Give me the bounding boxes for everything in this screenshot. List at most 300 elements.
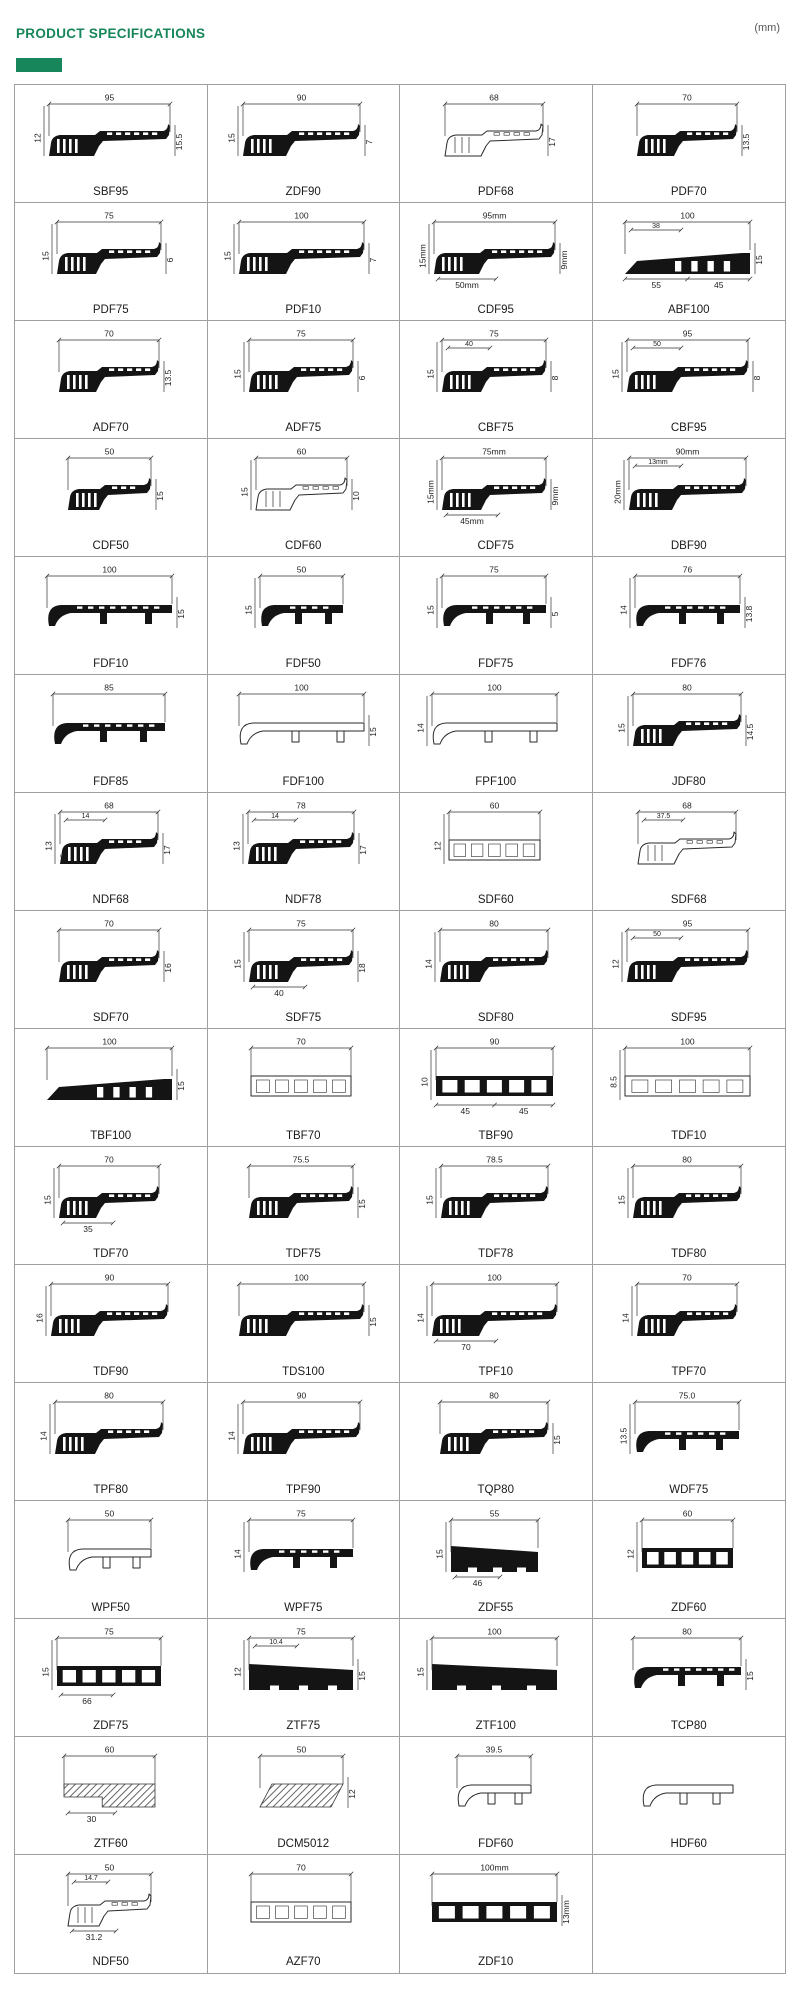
profile-cell-TDF75 bbox=[208, 1147, 401, 1265]
profile-drawing bbox=[210, 680, 396, 776]
profile-cell-DCM5012 bbox=[208, 1737, 401, 1855]
profile-label: ADF75 bbox=[285, 422, 322, 434]
profile-drawing bbox=[596, 444, 782, 540]
profile-drawing bbox=[210, 444, 396, 540]
profile-label: SDF68 bbox=[670, 894, 707, 906]
profile-drawing bbox=[596, 1742, 782, 1838]
svg-text:14: 14 bbox=[81, 813, 90, 820]
profile-cell-TQP80 bbox=[400, 1383, 593, 1501]
svg-text:15: 15 bbox=[744, 1671, 755, 1681]
profile-drawing bbox=[18, 1624, 204, 1720]
svg-text:13mm: 13mm bbox=[560, 1900, 571, 1924]
svg-text:45: 45 bbox=[713, 280, 724, 290]
profile-cell-FDF76 bbox=[593, 557, 786, 675]
profile-drawing bbox=[596, 208, 782, 304]
profile-label: NDF78 bbox=[285, 894, 322, 906]
profile-cell-DBF90 bbox=[593, 439, 786, 557]
svg-text:10: 10 bbox=[419, 1077, 430, 1087]
profile-label: ZDF90 bbox=[285, 186, 321, 198]
profile-drawing bbox=[403, 90, 589, 186]
svg-text:14: 14 bbox=[618, 605, 629, 615]
profile-cell-HDF60 bbox=[593, 1737, 786, 1855]
profile-label: CDF95 bbox=[477, 304, 514, 316]
profile-drawing bbox=[403, 1506, 589, 1602]
svg-text:15: 15 bbox=[610, 369, 621, 379]
profile-cell-CBF75 bbox=[400, 321, 593, 439]
profile-drawing bbox=[403, 1152, 589, 1248]
profile-label: SBF95 bbox=[93, 186, 129, 198]
svg-text:10: 10 bbox=[351, 491, 362, 501]
profile-drawing bbox=[403, 562, 589, 658]
svg-text:95: 95 bbox=[682, 918, 692, 929]
profile-cell-TDF78 bbox=[400, 1147, 593, 1265]
svg-text:80: 80 bbox=[682, 1154, 692, 1165]
svg-text:76: 76 bbox=[682, 564, 692, 575]
svg-text:75mm: 75mm bbox=[481, 446, 506, 457]
svg-text:16: 16 bbox=[34, 1313, 45, 1323]
svg-text:80: 80 bbox=[682, 682, 692, 693]
svg-text:15: 15 bbox=[357, 1199, 368, 1209]
svg-text:15: 15 bbox=[368, 1317, 379, 1327]
svg-text:15: 15 bbox=[368, 727, 379, 737]
profile-label: TPF80 bbox=[93, 1484, 128, 1496]
profile-label: PDF68 bbox=[477, 186, 514, 198]
svg-text:15: 15 bbox=[753, 255, 764, 265]
svg-text:17: 17 bbox=[546, 137, 557, 147]
svg-text:70: 70 bbox=[296, 1862, 306, 1873]
svg-text:75: 75 bbox=[296, 328, 306, 339]
svg-text:12: 12 bbox=[625, 1549, 636, 1559]
profile-cell-AZF70 bbox=[208, 1855, 401, 1973]
profile-cell-CDF50 bbox=[15, 439, 208, 557]
profile-label: FDF85 bbox=[93, 776, 129, 788]
profile-label: SDF70 bbox=[92, 1012, 129, 1024]
svg-text:95: 95 bbox=[682, 328, 692, 339]
svg-text:40: 40 bbox=[464, 341, 473, 348]
svg-text:50: 50 bbox=[297, 1744, 307, 1755]
svg-text:6: 6 bbox=[357, 375, 368, 381]
svg-text:14.5: 14.5 bbox=[744, 723, 755, 741]
profile-cell-FDF60 bbox=[400, 1737, 593, 1855]
svg-text:15: 15 bbox=[42, 1195, 53, 1205]
profile-label: ZTF75 bbox=[286, 1720, 321, 1732]
profile-drawing bbox=[18, 208, 204, 304]
svg-text:15: 15 bbox=[357, 1671, 368, 1681]
profile-drawing bbox=[210, 208, 396, 304]
svg-text:50: 50 bbox=[104, 446, 114, 457]
profile-cell-ZDF10 bbox=[400, 1855, 593, 1973]
svg-text:100: 100 bbox=[294, 210, 309, 221]
profile-drawing bbox=[403, 326, 589, 422]
profile-label: TQP80 bbox=[477, 1484, 514, 1496]
profile-cell-PDF75 bbox=[15, 203, 208, 321]
svg-text:40: 40 bbox=[274, 988, 284, 998]
profile-drawing bbox=[18, 680, 204, 776]
svg-text:14: 14 bbox=[415, 1313, 426, 1323]
profile-label: CBF95 bbox=[670, 422, 707, 434]
profile-cell-TBF100 bbox=[15, 1029, 208, 1147]
profile-cell-NDF50 bbox=[15, 1855, 208, 1973]
profile-cell-CBF95 bbox=[593, 321, 786, 439]
profile-cell-SDF60 bbox=[400, 793, 593, 911]
svg-text:6: 6 bbox=[164, 257, 175, 263]
svg-text:68: 68 bbox=[682, 800, 692, 811]
svg-text:14.7: 14.7 bbox=[83, 1875, 98, 1882]
profile-cell-TDF10 bbox=[593, 1029, 786, 1147]
profile-label: SDF80 bbox=[477, 1012, 514, 1024]
profile-label: CBF75 bbox=[477, 422, 514, 434]
profile-label: TDF80 bbox=[671, 1248, 707, 1260]
svg-text:60: 60 bbox=[682, 1508, 692, 1519]
svg-text:78.5: 78.5 bbox=[485, 1154, 503, 1165]
svg-text:14: 14 bbox=[232, 1549, 243, 1559]
profile-cell-JDF80 bbox=[593, 675, 786, 793]
profile-label: TDF78 bbox=[478, 1248, 514, 1260]
svg-text:17: 17 bbox=[161, 845, 172, 855]
profile-drawing bbox=[18, 1152, 204, 1248]
profile-drawing bbox=[210, 798, 396, 894]
profile-cell-FDF10 bbox=[15, 557, 208, 675]
profile-cell-ZTF75 bbox=[208, 1619, 401, 1737]
svg-text:95: 95 bbox=[104, 92, 114, 103]
svg-text:14: 14 bbox=[423, 959, 434, 969]
profile-drawing bbox=[596, 1388, 782, 1484]
svg-text:100: 100 bbox=[487, 682, 502, 693]
svg-text:75: 75 bbox=[489, 564, 499, 575]
profile-label: AZF70 bbox=[285, 1956, 321, 1968]
profile-cell-SBF95 bbox=[15, 85, 208, 203]
profile-cell-PDF10 bbox=[208, 203, 401, 321]
profile-cell-TBF70 bbox=[208, 1029, 401, 1147]
profile-drawing bbox=[596, 1624, 782, 1720]
profile-drawing bbox=[18, 90, 204, 186]
profile-label: CDF75 bbox=[477, 540, 514, 552]
profile-label: PDF10 bbox=[285, 304, 322, 316]
profile-drawing bbox=[403, 208, 589, 304]
svg-text:12: 12 bbox=[432, 841, 443, 851]
svg-text:70: 70 bbox=[296, 1036, 306, 1047]
svg-text:70: 70 bbox=[682, 1272, 692, 1283]
svg-text:12: 12 bbox=[32, 133, 43, 143]
profile-drawing bbox=[596, 1152, 782, 1248]
svg-text:9mm: 9mm bbox=[549, 486, 560, 506]
profile-label: DCM5012 bbox=[277, 1838, 330, 1850]
svg-text:50mm: 50mm bbox=[454, 280, 479, 290]
svg-text:45mm: 45mm bbox=[459, 516, 484, 526]
profile-label: TPF70 bbox=[671, 1366, 706, 1378]
svg-text:17: 17 bbox=[358, 845, 369, 855]
profile-drawing bbox=[403, 1624, 589, 1720]
profile-cell-WPF75 bbox=[208, 1501, 401, 1619]
svg-text:50: 50 bbox=[297, 564, 307, 575]
profile-cell-ZTF60 bbox=[15, 1737, 208, 1855]
svg-text:15: 15 bbox=[425, 369, 436, 379]
svg-text:38: 38 bbox=[651, 223, 660, 230]
profile-label: FPF100 bbox=[475, 776, 517, 788]
profile-drawing bbox=[596, 916, 782, 1012]
svg-text:100mm: 100mm bbox=[480, 1862, 509, 1873]
profile-drawing bbox=[18, 444, 204, 540]
svg-text:15: 15 bbox=[415, 1667, 426, 1677]
profile-drawing bbox=[210, 1388, 396, 1484]
profile-cell-WPF50 bbox=[15, 1501, 208, 1619]
svg-text:100: 100 bbox=[680, 1036, 695, 1047]
svg-text:75: 75 bbox=[296, 918, 306, 929]
profile-drawing bbox=[403, 444, 589, 540]
svg-text:13mm: 13mm bbox=[648, 459, 668, 466]
profile-drawing bbox=[210, 326, 396, 422]
svg-text:35: 35 bbox=[83, 1224, 93, 1234]
profile-cell-ABF100 bbox=[593, 203, 786, 321]
svg-text:70: 70 bbox=[104, 328, 114, 339]
profile-cell-TPF80 bbox=[15, 1383, 208, 1501]
profile-cell-TDF70 bbox=[15, 1147, 208, 1265]
svg-text:46: 46 bbox=[472, 1578, 482, 1588]
profile-label: WPF75 bbox=[284, 1602, 323, 1614]
svg-text:15: 15 bbox=[175, 609, 186, 619]
profile-cell-TPF10 bbox=[400, 1265, 593, 1383]
svg-text:90: 90 bbox=[297, 1390, 307, 1401]
profile-label: ZDF60 bbox=[671, 1602, 707, 1614]
spec-grid bbox=[14, 84, 786, 1974]
profile-drawing bbox=[596, 90, 782, 186]
profile-drawing bbox=[210, 562, 396, 658]
svg-text:75: 75 bbox=[104, 210, 114, 221]
svg-text:15: 15 bbox=[232, 959, 243, 969]
svg-text:100: 100 bbox=[102, 564, 117, 575]
svg-text:15: 15 bbox=[175, 1081, 186, 1091]
svg-text:90: 90 bbox=[104, 1272, 114, 1283]
svg-text:15: 15 bbox=[551, 1435, 562, 1445]
profile-drawing bbox=[18, 798, 204, 894]
svg-text:15mm: 15mm bbox=[425, 480, 436, 504]
profile-label: TDF10 bbox=[671, 1130, 707, 1142]
svg-text:14: 14 bbox=[271, 813, 280, 820]
profile-drawing bbox=[596, 1270, 782, 1366]
svg-text:100: 100 bbox=[487, 1626, 502, 1637]
profile-drawing bbox=[403, 1270, 589, 1366]
accent-swatch bbox=[16, 58, 62, 72]
profile-cell-SDF80 bbox=[400, 911, 593, 1029]
svg-text:100: 100 bbox=[680, 210, 695, 221]
svg-text:70: 70 bbox=[104, 1154, 114, 1165]
svg-text:15: 15 bbox=[239, 487, 250, 497]
profile-cell-SDF75 bbox=[208, 911, 401, 1029]
svg-text:8: 8 bbox=[549, 375, 560, 381]
profile-drawing bbox=[210, 1034, 396, 1130]
profile-drawing bbox=[18, 1270, 204, 1366]
profile-cell-ZDF60 bbox=[593, 1501, 786, 1619]
profile-drawing bbox=[596, 680, 782, 776]
profile-cell-ZDF90 bbox=[208, 85, 401, 203]
svg-text:13.5: 13.5 bbox=[618, 1427, 629, 1445]
svg-text:80: 80 bbox=[682, 1626, 692, 1637]
profile-cell-ADF75 bbox=[208, 321, 401, 439]
svg-text:55: 55 bbox=[651, 280, 661, 290]
svg-text:50: 50 bbox=[104, 1862, 114, 1873]
svg-text:12: 12 bbox=[232, 1667, 243, 1677]
profile-label: WPF50 bbox=[91, 1602, 130, 1614]
profile-drawing bbox=[403, 1034, 589, 1130]
svg-text:80: 80 bbox=[104, 1390, 114, 1401]
profile-label: PDF70 bbox=[670, 186, 707, 198]
svg-text:15: 15 bbox=[434, 1549, 445, 1559]
svg-text:15mm: 15mm bbox=[417, 244, 428, 268]
profile-drawing bbox=[210, 1506, 396, 1602]
svg-text:70: 70 bbox=[104, 918, 114, 929]
profile-drawing bbox=[18, 562, 204, 658]
profile-label: ZDF55 bbox=[478, 1602, 514, 1614]
svg-text:75: 75 bbox=[104, 1626, 114, 1637]
svg-text:45: 45 bbox=[460, 1106, 470, 1116]
profile-drawing bbox=[210, 1624, 396, 1720]
svg-text:68: 68 bbox=[104, 800, 114, 811]
profile-cell-PDF70 bbox=[593, 85, 786, 203]
profile-cell-TDF80 bbox=[593, 1147, 786, 1265]
profile-drawing bbox=[596, 1034, 782, 1130]
profile-label: TBF90 bbox=[478, 1130, 513, 1142]
profile-drawing bbox=[18, 1860, 204, 1956]
profile-label: TPF90 bbox=[285, 1484, 321, 1496]
profile-drawing bbox=[210, 1860, 396, 1956]
profile-drawing bbox=[596, 562, 782, 658]
profile-cell-TBF90 bbox=[400, 1029, 593, 1147]
svg-text:10.4: 10.4 bbox=[269, 1639, 284, 1646]
svg-text:39.5: 39.5 bbox=[485, 1744, 503, 1755]
svg-text:95mm: 95mm bbox=[482, 210, 507, 221]
svg-text:15: 15 bbox=[154, 491, 165, 501]
profile-drawing bbox=[18, 326, 204, 422]
svg-text:18: 18 bbox=[357, 963, 368, 973]
svg-text:15.5: 15.5 bbox=[173, 133, 184, 151]
svg-text:70: 70 bbox=[682, 92, 692, 103]
svg-text:100: 100 bbox=[487, 1272, 502, 1283]
profile-cell-TPF90 bbox=[208, 1383, 401, 1501]
profile-label: ADF70 bbox=[92, 422, 129, 434]
profile-label: CDF60 bbox=[285, 540, 322, 552]
svg-text:60: 60 bbox=[104, 1744, 114, 1755]
profile-cell-CDF60 bbox=[208, 439, 401, 557]
svg-text:55: 55 bbox=[489, 1508, 499, 1519]
profile-drawing bbox=[403, 1860, 589, 1956]
svg-text:75.0: 75.0 bbox=[678, 1390, 696, 1401]
profile-label: TBF100 bbox=[90, 1130, 132, 1142]
profile-label: SDF60 bbox=[477, 894, 514, 906]
profile-label: FDF100 bbox=[282, 776, 325, 788]
profile-cell-TDS100 bbox=[208, 1265, 401, 1383]
profile-drawing bbox=[403, 916, 589, 1012]
svg-text:12: 12 bbox=[347, 1789, 358, 1799]
profile-cell-NDF78 bbox=[208, 793, 401, 911]
svg-text:80: 80 bbox=[489, 1390, 499, 1401]
svg-text:13.5: 13.5 bbox=[740, 133, 751, 151]
profile-cell-NDF68 bbox=[15, 793, 208, 911]
svg-text:50: 50 bbox=[652, 341, 661, 348]
svg-text:85: 85 bbox=[104, 682, 114, 693]
profile-label: SDF75 bbox=[285, 1012, 322, 1024]
svg-text:75: 75 bbox=[296, 1626, 306, 1637]
svg-text:15: 15 bbox=[226, 133, 237, 143]
profile-cell-ZDF55 bbox=[400, 1501, 593, 1619]
svg-text:66: 66 bbox=[82, 1696, 92, 1706]
profile-label: FDF75 bbox=[478, 658, 514, 670]
profile-label: TCP80 bbox=[670, 1720, 707, 1732]
profile-label: CDF50 bbox=[92, 540, 129, 552]
svg-text:60: 60 bbox=[489, 800, 499, 811]
svg-text:90: 90 bbox=[489, 1036, 499, 1047]
profile-drawing bbox=[18, 916, 204, 1012]
svg-text:78: 78 bbox=[296, 800, 306, 811]
profile-cell-TCP80 bbox=[593, 1619, 786, 1737]
profile-label: ZDF75 bbox=[93, 1720, 129, 1732]
svg-text:60: 60 bbox=[297, 446, 307, 457]
svg-text:100: 100 bbox=[294, 682, 309, 693]
svg-text:6.5: 6.5 bbox=[59, 853, 67, 863]
profile-label: FDF76 bbox=[671, 658, 707, 670]
profile-drawing bbox=[210, 90, 396, 186]
svg-text:75.5: 75.5 bbox=[292, 1154, 310, 1165]
profile-drawing bbox=[18, 1506, 204, 1602]
profile-drawing bbox=[596, 326, 782, 422]
profile-drawing bbox=[210, 1742, 396, 1838]
profile-cell-ZDF75 bbox=[15, 1619, 208, 1737]
svg-text:13.5: 13.5 bbox=[162, 369, 173, 387]
profile-label: TDS100 bbox=[282, 1366, 325, 1378]
svg-text:100: 100 bbox=[294, 1272, 309, 1283]
svg-text:68: 68 bbox=[489, 92, 499, 103]
svg-text:75: 75 bbox=[296, 1508, 306, 1519]
profile-label: SDF95 bbox=[670, 1012, 707, 1024]
profile-cell-TPF70 bbox=[593, 1265, 786, 1383]
profile-drawing bbox=[596, 1506, 782, 1602]
profile-cell-ADF70 bbox=[15, 321, 208, 439]
empty-cell bbox=[593, 1855, 786, 1973]
profile-label: ZTF100 bbox=[475, 1720, 516, 1732]
profile-cell-PDF68 bbox=[400, 85, 593, 203]
profile-label: JDF80 bbox=[671, 776, 706, 788]
svg-text:100: 100 bbox=[102, 1036, 117, 1047]
profile-label: WDF75 bbox=[669, 1484, 709, 1496]
svg-text:14: 14 bbox=[226, 1431, 237, 1441]
svg-text:14: 14 bbox=[38, 1431, 49, 1441]
svg-text:90: 90 bbox=[297, 92, 307, 103]
page-header bbox=[0, 0, 800, 72]
profile-drawing bbox=[403, 1388, 589, 1484]
svg-text:15: 15 bbox=[243, 605, 254, 615]
svg-text:45: 45 bbox=[518, 1106, 529, 1116]
unit-note: (mm) bbox=[754, 22, 780, 34]
profile-cell-FDF85 bbox=[15, 675, 208, 793]
profile-cell-ZTF100 bbox=[400, 1619, 593, 1737]
svg-text:9mm: 9mm bbox=[558, 250, 569, 270]
svg-text:15: 15 bbox=[222, 251, 233, 261]
svg-text:8.5: 8.5 bbox=[608, 1076, 619, 1088]
svg-text:20mm: 20mm bbox=[612, 480, 623, 504]
profile-label: ABF100 bbox=[667, 304, 710, 316]
svg-text:14: 14 bbox=[415, 723, 426, 733]
profile-label: HDF60 bbox=[670, 1838, 707, 1850]
profile-cell-CDF75 bbox=[400, 439, 593, 557]
profile-cell-SDF68 bbox=[593, 793, 786, 911]
page-title: PRODUCT SPECIFICATIONS bbox=[16, 26, 206, 41]
profile-drawing bbox=[210, 1270, 396, 1366]
profile-drawing bbox=[210, 916, 396, 1012]
profile-drawing bbox=[403, 680, 589, 776]
profile-drawing bbox=[18, 1388, 204, 1484]
svg-text:15: 15 bbox=[616, 1195, 627, 1205]
svg-text:70: 70 bbox=[461, 1342, 471, 1352]
svg-text:15: 15 bbox=[616, 723, 627, 733]
